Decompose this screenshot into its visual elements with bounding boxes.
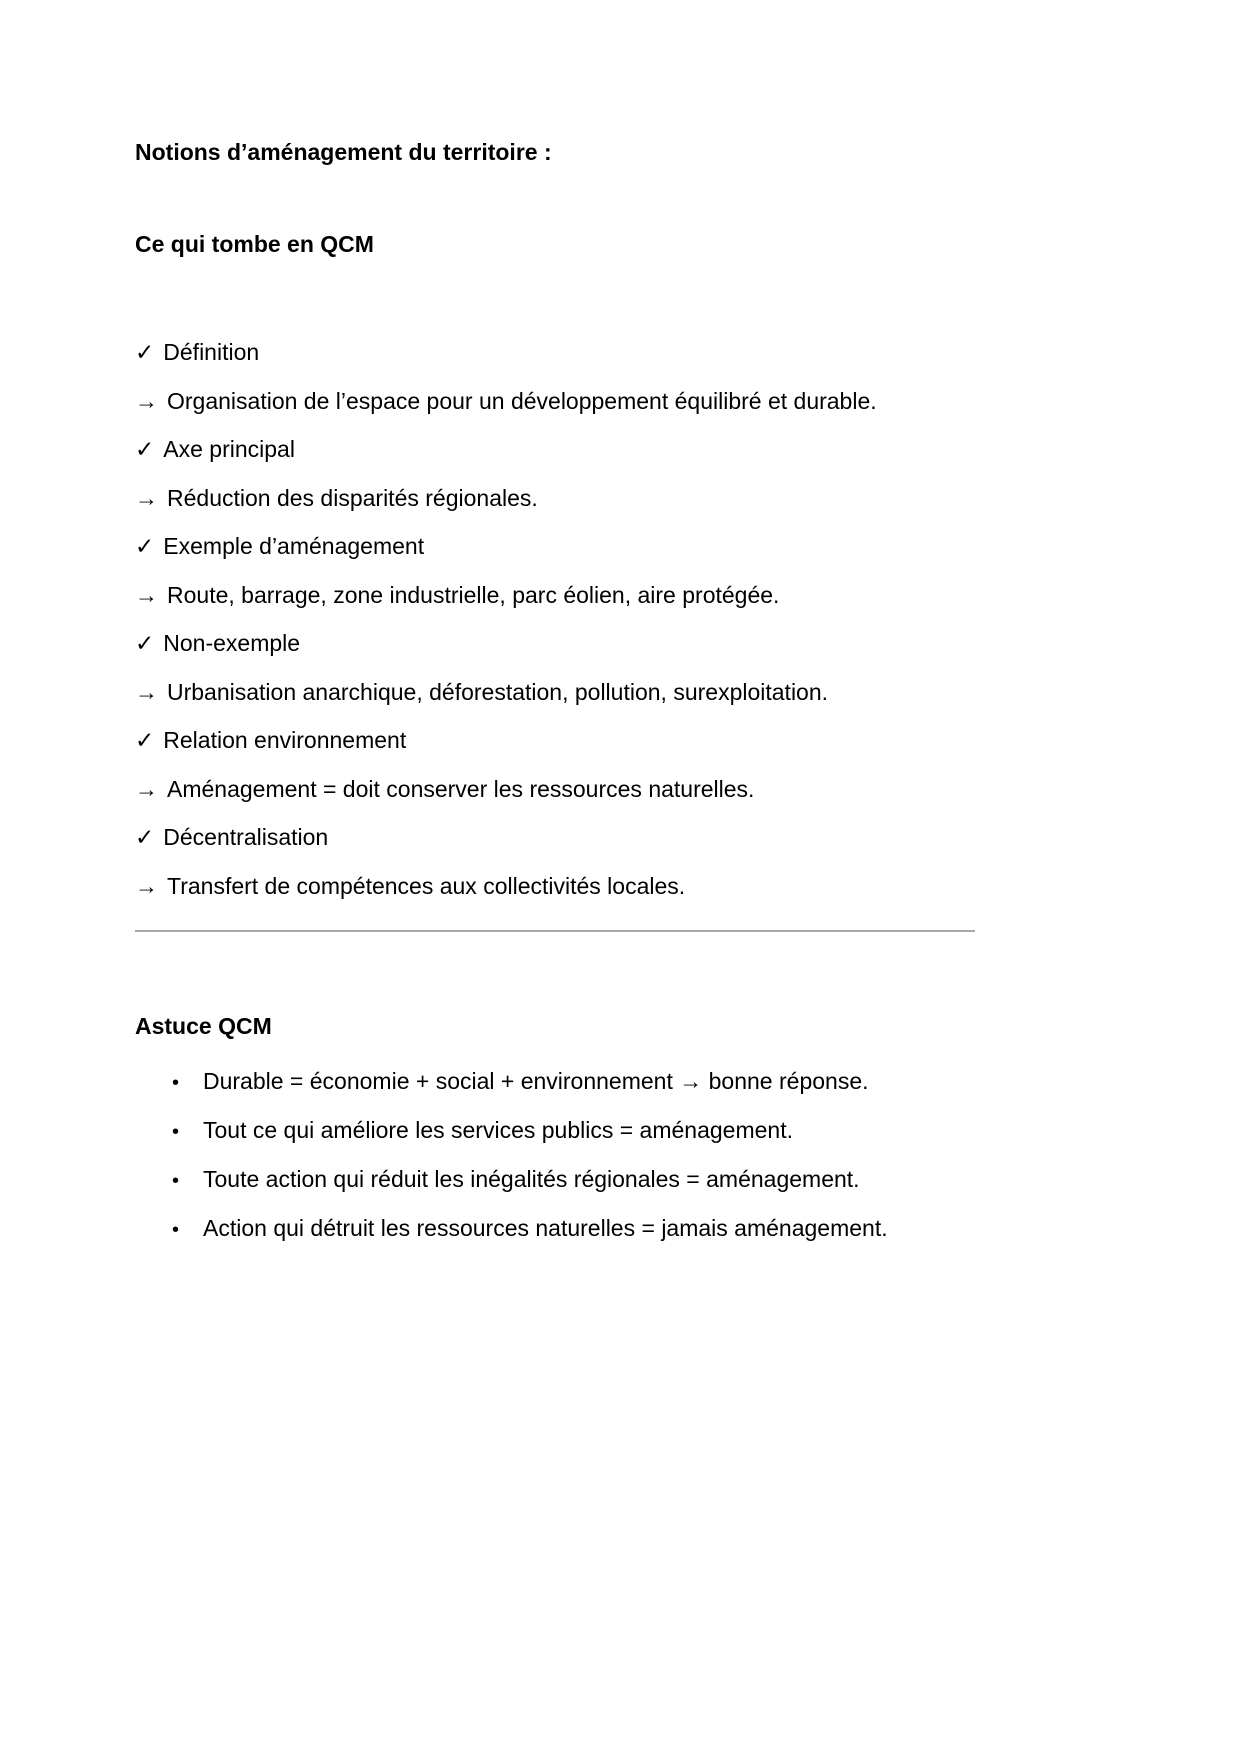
arrow-icon: → bbox=[135, 678, 158, 705]
item-text: Urbanisation anarchique, déforestation, pollution, surexploitation. bbox=[167, 678, 829, 705]
item-text: Définition bbox=[163, 339, 260, 365]
bullet-item bbox=[135, 1205, 1111, 1254]
list-item bbox=[135, 668, 1111, 717]
check-icon: ✓ bbox=[135, 824, 155, 850]
item-text: Axe principal bbox=[163, 436, 295, 462]
arrow-icon: → bbox=[135, 872, 158, 899]
bullet-icon: • bbox=[172, 1072, 180, 1094]
arrow-icon: → bbox=[135, 775, 158, 802]
list-item bbox=[135, 619, 1111, 668]
check-icon: ✓ bbox=[135, 436, 155, 462]
list-item bbox=[135, 328, 1111, 377]
bullet-icon: • bbox=[172, 1170, 180, 1192]
arrow-icon: → bbox=[135, 484, 158, 511]
item-text: Réduction des disparités régionales. bbox=[167, 484, 538, 511]
section-divider bbox=[135, 930, 975, 932]
check-icon: ✓ bbox=[135, 533, 155, 559]
list-item bbox=[135, 425, 1111, 474]
tip-text: Durable = économie + social + environnement → bonne réponse. bbox=[203, 1068, 869, 1094]
list-item bbox=[135, 813, 1111, 862]
item-text: Aménagement = doit conserver les ressources naturelles. bbox=[167, 775, 755, 802]
item-text: Organisation de l’espace pour un développement équilibré et durable. bbox=[167, 387, 877, 414]
bullet-item bbox=[135, 1107, 1111, 1156]
tip-text: Toute action qui réduit les inégalités régionales = aménagement. bbox=[203, 1166, 860, 1192]
list-item bbox=[135, 571, 1111, 620]
check-icon: ✓ bbox=[135, 727, 155, 753]
qcm-section-heading: Ce qui tombe en QCM bbox=[135, 231, 374, 257]
list-item bbox=[135, 765, 1111, 814]
document-title: Notions d’aménagement du territoire : bbox=[135, 139, 552, 165]
bullet-item bbox=[135, 1058, 1111, 1107]
check-icon: ✓ bbox=[135, 630, 155, 656]
item-text: Non-exemple bbox=[163, 630, 301, 656]
list-item bbox=[135, 716, 1111, 765]
tip-text: Action qui détruit les ressources naturelles = jamais aménagement. bbox=[203, 1215, 888, 1241]
list-item bbox=[135, 862, 1111, 911]
tips-list bbox=[135, 1058, 1111, 1254]
item-text: Relation environnement bbox=[163, 727, 407, 753]
bullet-icon: • bbox=[172, 1219, 180, 1241]
item-text: Transfert de compétences aux collectivités locales. bbox=[167, 872, 686, 899]
item-text: Décentralisation bbox=[163, 824, 329, 850]
item-text: Route, barrage, zone industrielle, parc éolien, aire protégée. bbox=[167, 581, 780, 608]
item-text: Exemple d’aménagement bbox=[163, 533, 425, 559]
check-icon: ✓ bbox=[135, 339, 155, 365]
bullet-icon: • bbox=[172, 1121, 180, 1143]
arrow-icon: → bbox=[135, 581, 158, 608]
tips-section-heading: Astuce QCM bbox=[135, 1013, 272, 1039]
tip-text: Tout ce qui améliore les services publics = aménagement. bbox=[203, 1117, 793, 1143]
arrow-icon: → bbox=[135, 387, 158, 414]
bullet-item bbox=[135, 1156, 1111, 1205]
list-item bbox=[135, 377, 1111, 426]
list-item bbox=[135, 522, 1111, 571]
qcm-list bbox=[135, 328, 1111, 910]
list-item bbox=[135, 474, 1111, 523]
